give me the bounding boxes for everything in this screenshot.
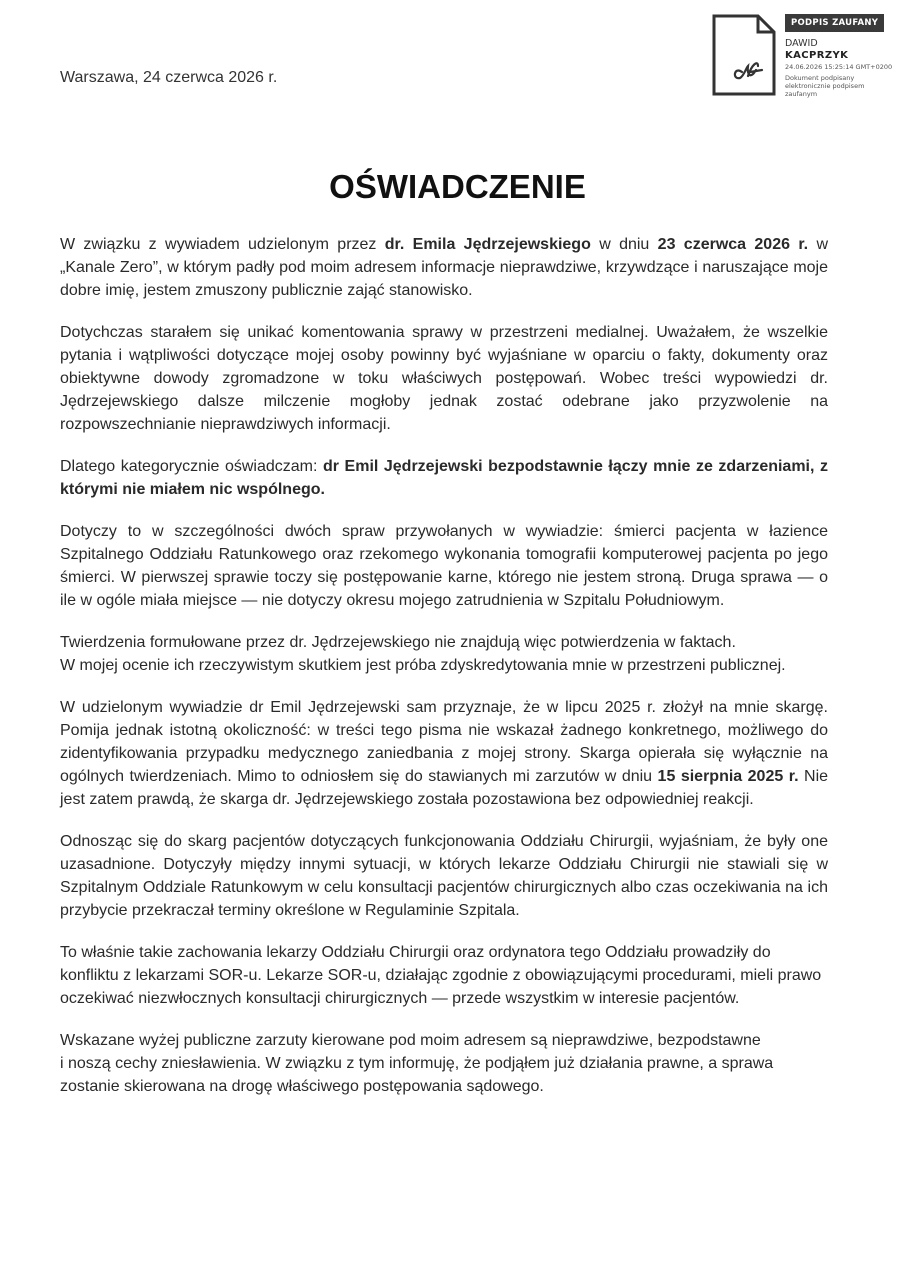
paragraph-8: To właśnie takie zachowania lekarzy Oddziału Chirurgii oraz ordynatora tego Oddziału prowadziły do konfliktu z lekarzami SOR-u. Lekarze SOR-u, działając zgodnie z obowiązującymi procedurami, mieli prawo oczekiwać niezwłocznych konsultacji chirurgicznych — przede wszystkim w interesie pacjentów. — [60, 944, 822, 1007]
signer-last-name: KACPRZYK — [785, 50, 849, 61]
text-run: W związku z wywiadem udzielonym przez — [60, 236, 385, 253]
signature-note: Dokument podpisany elektronicznie podpisem zaufanym — [785, 74, 865, 98]
text-run: Twierdzenia formułowane przez dr. Jędrzejewskiego nie znajdują więc potwierdzenia w faktach. — [60, 634, 736, 651]
paragraph-1 — [60, 233, 828, 302]
paragraph-2: Dotychczas starałem się unikać komentowania sprawy w przestrzeni medialnej. Uważałem, że wszelkie pytania i wątpliwości dotyczące mojej osoby powinny być wyjaśniane w oparciu o fakty, dokumenty oraz obiektywne dowody zgromadzone w toku właściwych postępowań. Wobec treści wypowiedzi dr. Jędrzejewskiego dalsze milczenie mogłoby jednak zostać odebrane jako przyzwolenie na rozpowszechnianie nieprawdziwych informacji. — [60, 324, 828, 433]
paragraph-3 — [60, 455, 828, 501]
signed-document-icon — [712, 14, 776, 96]
signature-timestamp: 24.06.2026 15:25:14 GMT+0200 — [785, 63, 893, 71]
document-title: OŚWIADCZENIE — [329, 168, 586, 205]
text-run: Wskazane wyżej publiczne zarzuty kierowane pod moim adresem są nieprawdziwe, bezpodstawne — [60, 1032, 761, 1049]
paragraph-5 — [60, 631, 828, 677]
signer-first-name: DAWID — [785, 38, 818, 49]
place-date: Warszawa, 24 czerwca 2026 r. — [60, 69, 278, 86]
text-run: W udzielonym wywiadzie dr Emil Jędrzejewski sam przyznaje, że w lipcu 2025 r. złożył na mnie skargę. Pomija jednak istotną okoliczność: w treści tego pisma nie wskazał żadnego konkretnego, możliwego do zidentyfikowania przypadku medycznego zaniedbania z mojej strony. Skarga opierała się wyłącznie na ogólnych twierdzeniach. Mimo to odniosłem się do stawianych mi zarzutów w dniu — [60, 699, 828, 785]
bold-date: 15 sierpnia 2025 r. — [657, 768, 799, 785]
paragraph-7: Odnosząc się do skarg pacjentów dotyczących funkcjonowania Oddziału Chirurgii, wyjaśniam, że były one uzasadnione. Dotyczyły między innymi sytuacji, w których lekarze Oddziału Chirurgii nie stawiali się w Szpitalnym Oddziale Ratunkowym w celu konsultacji pacjentów chirurgicznych albo czas oczekiwania na ich przybycie przekraczał terminy określone w Regulaminie Szpitala. — [60, 833, 828, 919]
text-run: w „Kanale Zero”, w którym padły pod moim adresem informacje nieprawdziwe, krzywdzące i naruszające moje dobre imię, jestem zmuszony publicznie zająć stanowisko. — [60, 236, 829, 299]
text-run: Nie jest zatem prawdą, że skarga dr. Jędrzejewskiego została pozostawiona bez odpowiedniej reakcji. — [60, 768, 829, 808]
trusted-signature-stamp — [712, 14, 912, 98]
paragraph-4: Dotyczy to w szczególności dwóch spraw przywołanych w wywiadzie: śmierci pacjenta w łazience Szpitalnego Oddziału Ratunkowego oraz rzekomego wykonania tomografii komputerowej pacjenta po jego śmierci. W pierwszej sprawie toczy się postępowanie karne, którego nie jestem stroną. Druga sprawa — o ile w ogóle miała miejsce — nie dotyczy okresu mojego zatrudnienia w Szpitalu Południowym. — [60, 523, 828, 609]
text-run: Dlatego kategorycznie oświadczam: — [60, 458, 323, 475]
bold-name: dr. Emila Jędrzejewskiego — [384, 236, 591, 253]
statement-body — [60, 233, 828, 1117]
bold-date: 23 czerwca 2026 r. — [657, 236, 809, 253]
text-run: i noszą cechy zniesławienia. W związku z tym informuję, że podjąłem już działania prawne, a sprawa zostanie skierowana na drogę właściwego postępowania sądowego. — [60, 1055, 774, 1095]
text-run: w dniu — [590, 236, 658, 253]
bold-statement: dr Emil Jędrzejewski bezpodstawnie łączy mnie ze zdarzeniami, z którymi nie miałem nic wspólnego. — [60, 458, 829, 498]
signature-badge: PODPIS ZAUFANY — [785, 14, 884, 32]
paragraph-6 — [60, 696, 828, 811]
text-run: W mojej ocenie ich rzeczywistym skutkiem jest próba zdyskredytowania mnie w przestrzeni publicznej. — [60, 657, 786, 674]
paragraph-9 — [60, 1029, 828, 1098]
